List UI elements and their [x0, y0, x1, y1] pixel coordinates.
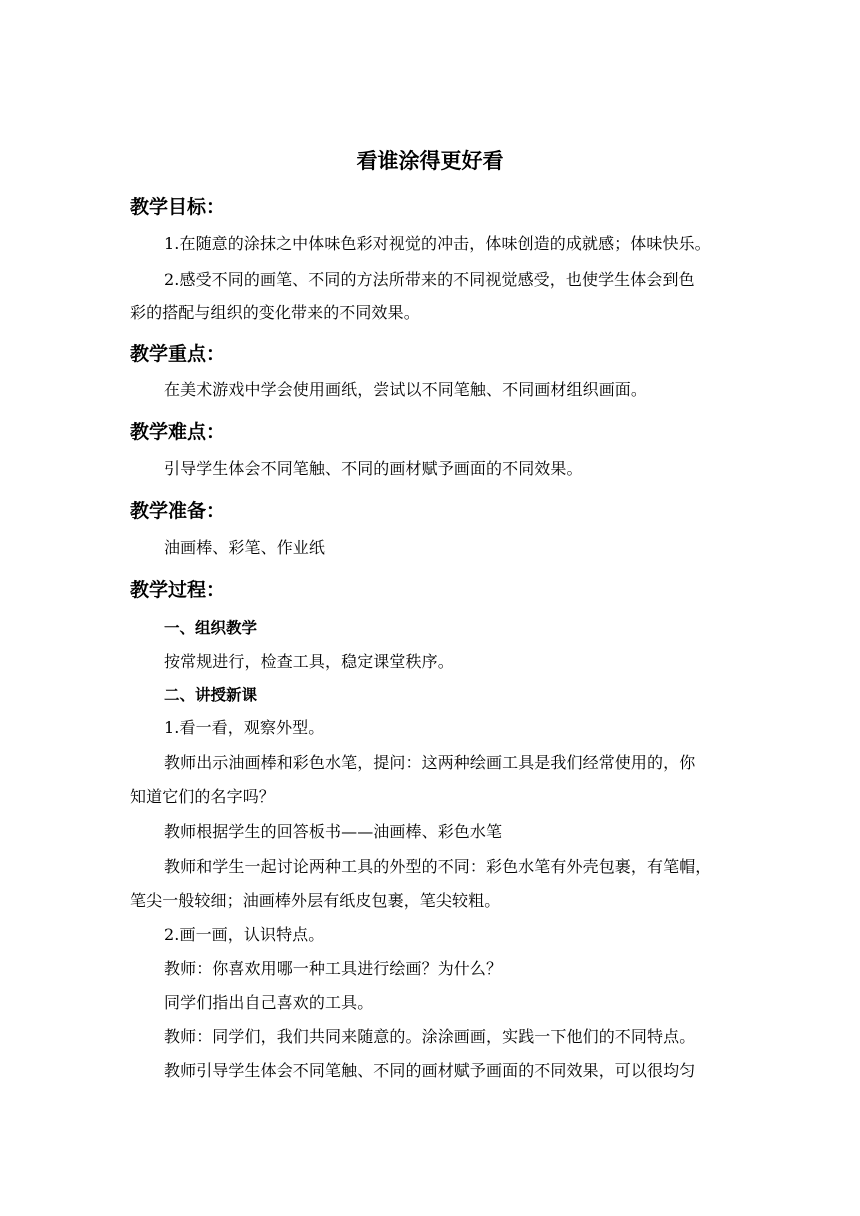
- difficulties-heading: 教学难点：: [130, 421, 226, 443]
- process-part2-line-5: 教师和学生一起讨论两种工具的外型的不同：彩色水笔有外壳包裹，有笔帽，: [164, 857, 712, 876]
- objectives-line-1: 1.在随意的涂抹之中体味色彩对视觉的冲击，体味创造的成就感；体味快乐。: [164, 234, 711, 253]
- difficulties-line-1: 引导学生体会不同笔触、不同的画材赋予画面的不同效果。: [164, 459, 583, 478]
- process-part2-line-10: 教师：同学们，我们共同来随意的。涂涂画画，实践一下他们的不同特点。: [164, 1027, 696, 1046]
- document-title: 看谁涂得更好看: [356, 149, 504, 173]
- process-part2-line-8: 教师：你喜欢用哪一种工具进行绘画？为什么？: [164, 959, 503, 978]
- objectives-line-3: 彩的搭配与组织的变化带来的不同效果。: [130, 303, 420, 322]
- process-part2-line-7: 2.画一画，认识特点。: [164, 925, 325, 944]
- process-part2-line-1: 1.看一看，观察外型。: [164, 718, 325, 737]
- objectives-line-2: 2.感受不同的画笔、不同的方法所带来的不同视觉感受，也使学生体会到色: [164, 270, 695, 289]
- process-part2-line-4: 教师根据学生的回答板书——油画棒、彩色水笔: [164, 822, 503, 841]
- process-part1-heading: 一、组织教学: [164, 619, 258, 637]
- key-points-heading: 教学重点：: [130, 343, 226, 365]
- process-part2-line-3: 知道它们的名字吗？: [130, 787, 275, 806]
- process-part1-line-1: 按常规进行，检查工具，稳定课堂秩序。: [164, 652, 454, 671]
- preparation-heading: 教学准备：: [130, 500, 226, 522]
- process-part2-line-2: 教师出示油画棒和彩色水笔，提问：这两种绘画工具是我们经常使用的，你: [164, 753, 696, 772]
- process-heading: 教学过程：: [130, 579, 226, 601]
- process-part2-line-6: 笔尖一般较细；油画棒外层有纸皮包裹，笔尖较粗。: [130, 891, 501, 910]
- objectives-heading: 教学目标：: [130, 196, 226, 218]
- process-part2-line-9: 同学们指出自己喜欢的工具。: [164, 993, 374, 1012]
- process-part2-heading: 二、讲授新课: [164, 686, 258, 704]
- preparation-line-1: 油画棒、彩笔、作业纸: [164, 538, 326, 557]
- process-part2-line-11: 教师引导学生体会不同笔触、不同的画材赋予画面的不同效果，可以很均匀: [164, 1061, 696, 1080]
- key-points-line-1: 在美术游戏中学会使用画纸，尝试以不同笔触、不同画材组织画面。: [164, 380, 648, 399]
